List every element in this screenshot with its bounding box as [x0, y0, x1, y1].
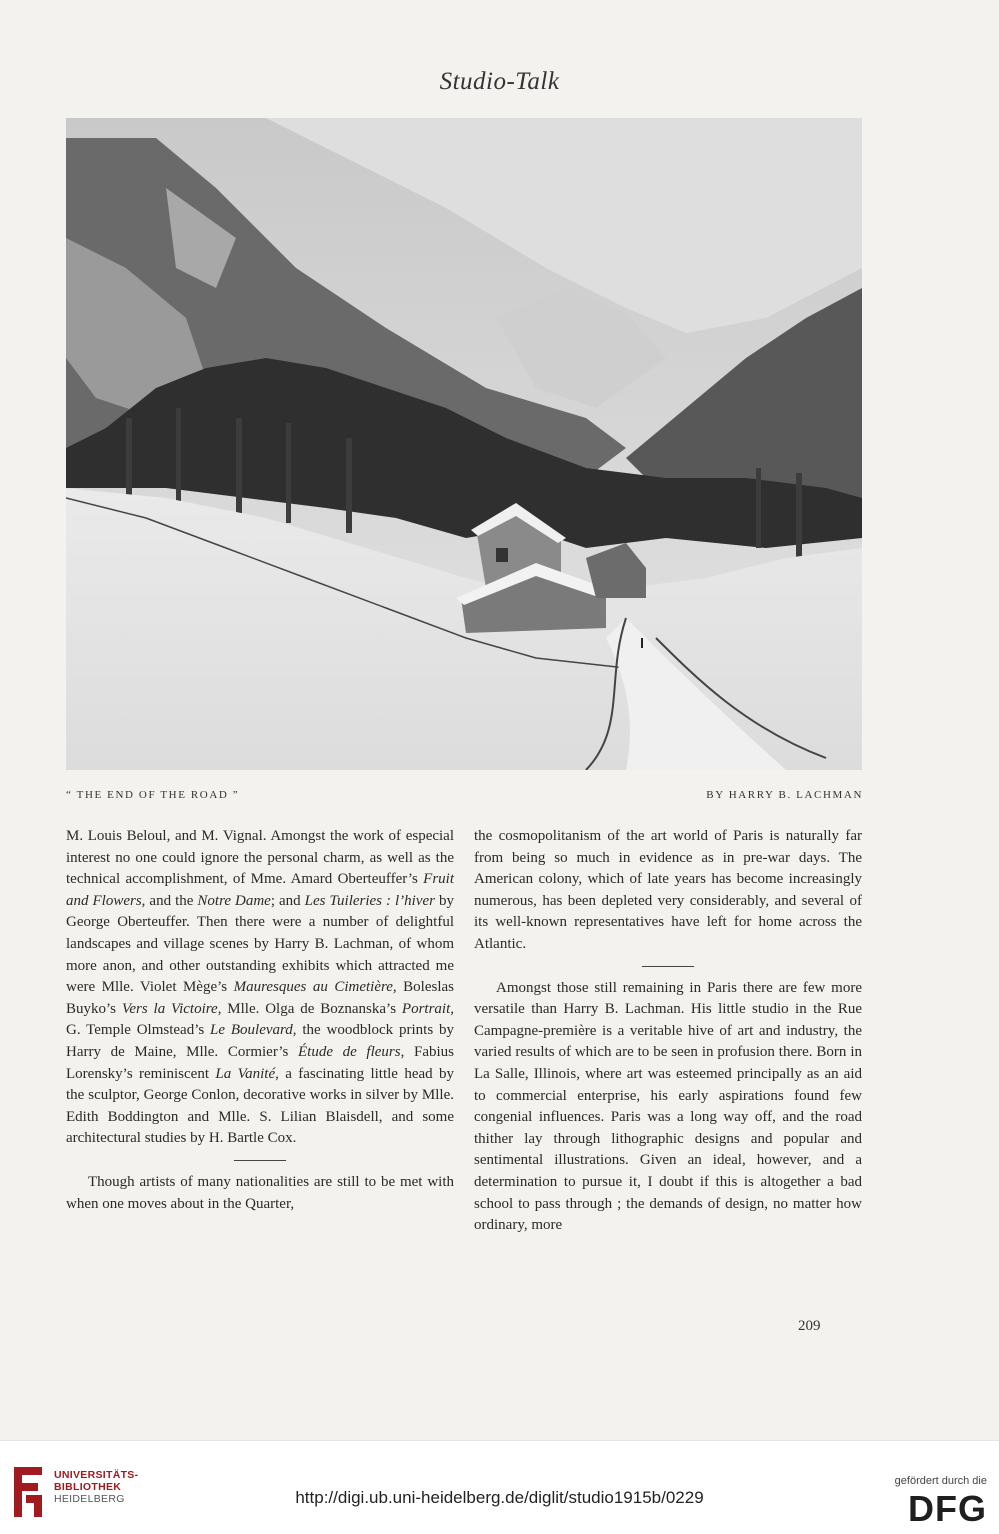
artwork-title: Notre Dame	[197, 892, 271, 909]
footer-bar	[0, 1440, 999, 1534]
snowy-valley-illustration	[66, 118, 862, 770]
funding-label: gefördert durch die	[894, 1475, 987, 1487]
page-number: 209	[798, 1318, 821, 1334]
painting-plate	[66, 118, 862, 770]
library-name-line-2: BIBLIOTHEK	[54, 1481, 122, 1493]
artwork-title: Fruit and Flowers	[66, 871, 454, 909]
artwork-title: Les Tuileries : l’hiver	[304, 892, 435, 909]
library-name-line-1: UNIVERSITÄTS-	[54, 1469, 139, 1481]
artwork-title: Mauresques au Cimetière	[233, 979, 393, 996]
left-column	[66, 826, 454, 1215]
artwork-title: Vers la Victoire	[121, 1000, 218, 1017]
running-head: Studio-Talk	[439, 68, 560, 95]
section-divider	[642, 966, 694, 967]
plate-title-caption: “ THE END OF THE ROAD ”	[66, 789, 240, 801]
permalink-url[interactable]: http://digi.ub.uni-heidelberg.de/diglit/studio1915b/0229	[295, 1488, 704, 1507]
artwork-title: Le Boulevard	[210, 1022, 293, 1039]
artwork-title: Étude de fleurs	[298, 1043, 401, 1060]
right-column	[474, 826, 862, 1237]
library-name-line-3: HEIDELBERG	[54, 1493, 125, 1505]
left-paragraph-2: Though artists of many nationalities are still to be met with when one moves about in the Quarter,	[66, 1173, 454, 1212]
artwork-title: La Vanité	[215, 1065, 276, 1082]
left-paragraph-1: M. Louis Beloul, and M. Vignal. Amongst the work of especial interest no one could ignore the personal charm, as well as the technical accomplishment, of Mme. Amard Oberteuffer’s Fruit and Flowers, and the Notre Dame; and Les Tuileries : l’hiver by George Oberteuffer. Then there were a number of delightful landscapes and village scenes by Harry B. Lachman, of whom more anon, and other outstanding exhibits which attracted me were Mlle. Violet Mège’s Mauresques au Cimetière, Boleslas Buyko’s Vers la Victoire, Mlle. Olga de Boznanska’s Portrait, G. Temple Olmstead’s Le Boulevard, the woodblock prints by Harry de Maine, Mlle. Cormier’s Étude de fleurs, Fabius Lorensky’s reminiscent La Vanité, a fascinating little head by the sculptor, George Conlon, decorative works in silver by Mlle. Edith Boddington and Mlle. S. Lilian Blaisdell, and some architectural studies by H. Bartle Cox.	[66, 828, 455, 1147]
artwork-title: Portrait	[401, 1000, 451, 1017]
right-paragraph-1: the cosmopolitanism of the art world of Paris is naturally far from being so much in evidence as in pre-war days. The American colony, which of late years has become increasingly numerous, has been depleted very considerably, and several of its well-known representatives have left for home across the Atlantic.	[474, 828, 862, 952]
right-paragraph-2: Amongst those still remaining in Paris there are few more versatile than Harry B. Lachman. His little studio in the Rue Campagne-première is a veritable hive of art and industry, the varied results of which are to be seen in profusion there. Born in La Salle, Illinois, where art was esteemed principally as an aid to commercial enterprise, his early aspirations found few congenial influences. Paris was a long way off, and the road thither lay through lithographic designs and popular and sentimental illustrations. Given an ideal, however, and a determination to pursue it, I doubt if this is altogether a bad school to pass through ; the demands of design, no matter how ordinary, more	[474, 979, 862, 1234]
section-divider	[234, 1160, 286, 1161]
plate-artist-caption: BY HARRY B. LACHMAN	[706, 789, 863, 801]
dfg-logo: DFG	[908, 1488, 987, 1529]
